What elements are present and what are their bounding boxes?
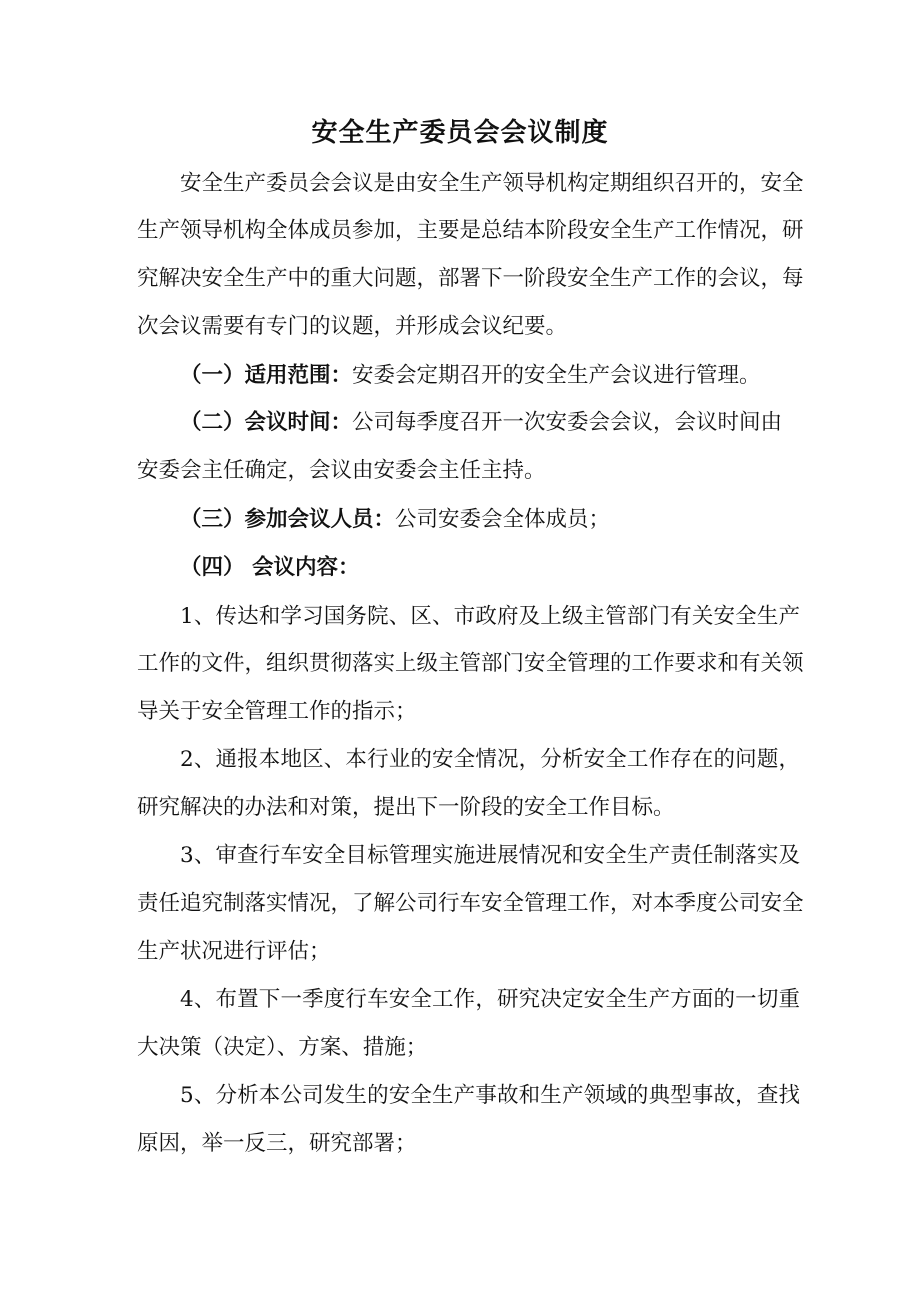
section-content-heading: （四） 会议内容：	[180, 555, 360, 580]
item-5-line-2: 原因，举一反三，研究部署；	[137, 1131, 417, 1156]
section-time-text: 公司每季度召开一次安委会会议，会议时间由	[352, 410, 783, 435]
section-scope-text: 安委会定期召开的安全生产会议进行管理。	[352, 363, 761, 388]
section-time-heading: （二）会议时间：	[180, 410, 353, 435]
section-scope-heading: （一）适用范围：	[180, 363, 353, 388]
section-participants-text: 公司安委会全体成员；	[395, 507, 611, 532]
item-3-line-1: 3、审查行车安全目标管理实施进展情况和安全生产责任制落实及	[180, 843, 800, 868]
item-5-line-1: 5、分析本公司发生的安全生产事故和生产领域的典型事故，查找	[180, 1083, 800, 1108]
item-1-line-3: 导关于安全管理工作的指示；	[137, 699, 417, 724]
item-4-line-1: 4、布置下一季度行车安全工作，研究决定安全生产方面的一切重	[180, 987, 800, 1012]
item-2-line-2: 研究解决的办法和对策，提出下一阶段的安全工作目标。	[137, 795, 675, 820]
intro-line-2: 生产领导机构全体成员参加，主要是总结本阶段安全生产工作情况，研	[137, 218, 804, 243]
section-scope	[180, 359, 761, 393]
intro-line-4: 次会议需要有专门的议题，并形成会议纪要。	[137, 314, 568, 339]
item-2-line-1: 2、通报本地区、本行业的安全情况，分析安全工作存在的问题，	[180, 747, 800, 772]
item-3-line-2: 责任追究制落实情况，了解公司行车安全管理工作，对本季度公司安全	[137, 891, 804, 916]
intro-line-1: 安全生产委员会会议是由安全生产领导机构定期组织召开的，安全	[180, 171, 804, 196]
section-time-continuation: 安委会主任确定，会议由安委会主任主持。	[137, 458, 546, 483]
item-4-line-2: 大决策（决定）、方案、措施；	[137, 1035, 428, 1060]
intro-line-3: 究解决安全生产中的重大问题，部署下一阶段安全生产工作的会议，每	[137, 266, 804, 291]
item-1-line-1: 1、传达和学习国务院、区、市政府及上级主管部门有关安全生产	[180, 604, 800, 629]
section-participants-heading: （三）参加会议人员：	[180, 507, 396, 532]
document-title: 安全生产委员会会议制度	[311, 118, 609, 148]
section-participants	[180, 503, 610, 537]
item-3-line-3: 生产状况进行评估；	[137, 939, 331, 964]
section-time	[180, 406, 782, 440]
item-1-line-2: 工作的文件，组织贯彻落实上级主管部门安全管理的工作要求和有关领	[137, 651, 804, 676]
